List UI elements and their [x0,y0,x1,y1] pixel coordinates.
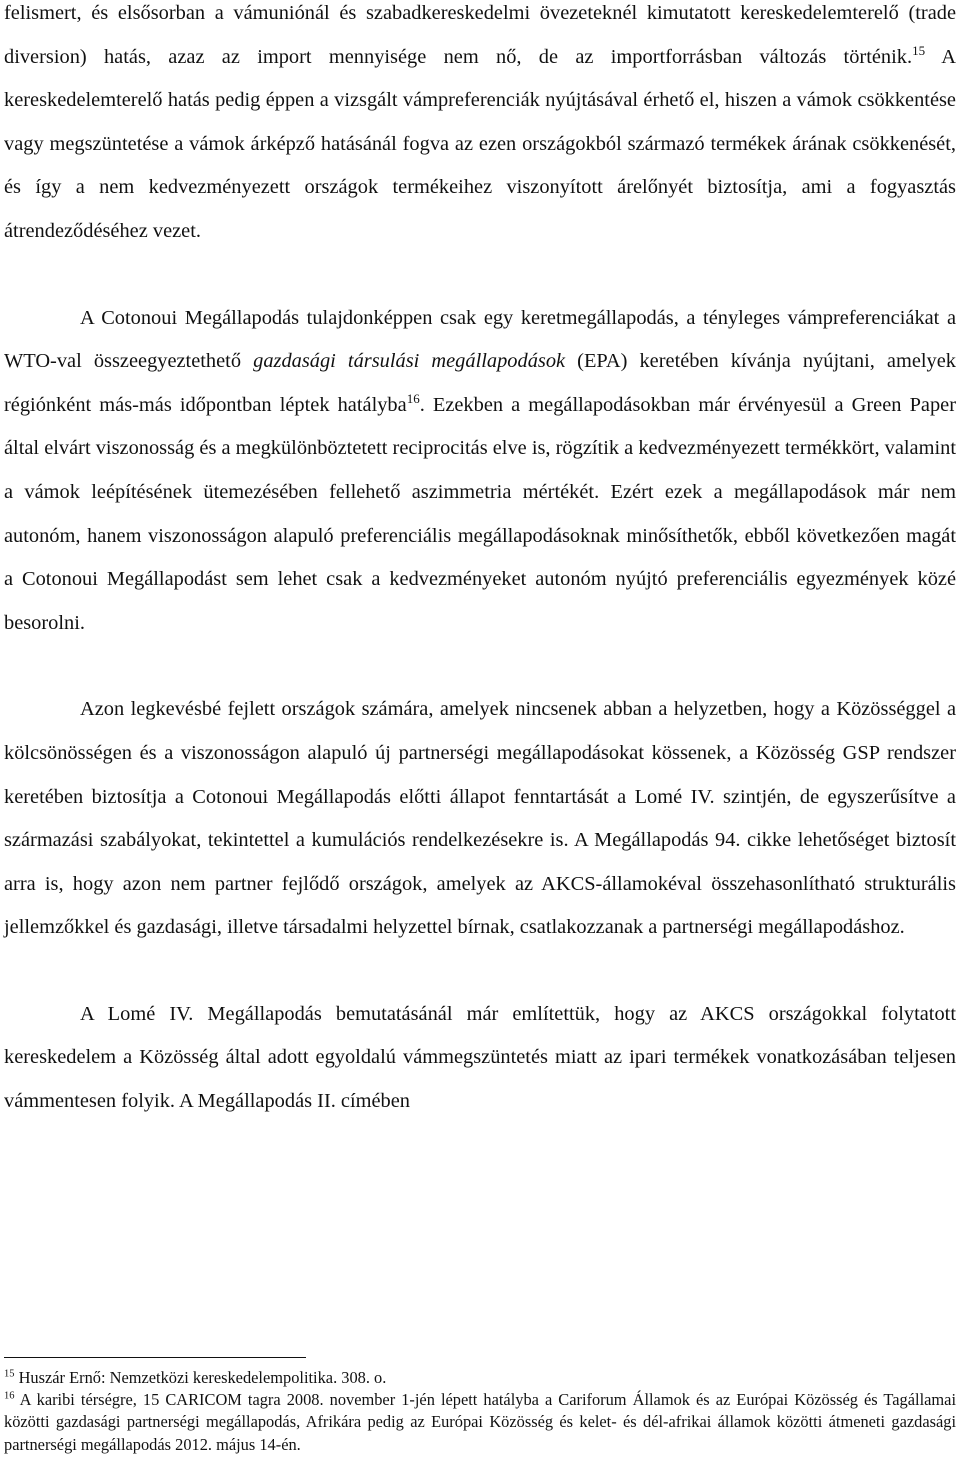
paragraph-2-text-c: . Ezekben a megállapodásokban már érvényesül a Green Paper által elvárt viszonosság és a megkülönböztetett reciprocitás elve is, rögzítik a kedvezményezett termékkört, valamint a vámok leépítésének ütemezésében fellehető aszimmetria mértékét. Ezért ezek a megállapodások már nem autonóm, hanem viszonosságon alapuló preferenciális megállapodásoknak minősíthetők, ebből következően magát a Cotonoui Megállapodást sem lehet csak a kedvezményeket autonóm nyújtó preferenciális egyezmények közé besorolni. [4,393,956,634]
paragraph-3: Azon legkevésbé fejlett országok számára, amelyek nincsenek abban a helyzetben, hogy a Közösséggel a kölcsönösségen és a viszonosságon alapuló új partnerségi megállapodásokat kössenek, a Közösség GSP rendszer keretében biztosítja a Cotonoui Megállapodás előtti állapot fenntartását a Lomé IV. szintjén, de egyszerűsítve a származási szabályokat, tekintettel a kumulációs rendelkezésekre is. A Megállapodás 94. cikke lehetőséget biztosít arra is, hogy azon nem partner fejlődő országok, amelyek az AKCS-államokéval összehasonlítható strukturális jellemzőkkel és gazdasági, illetve társadalmi helyzettel bírnak, csatlakozzanak a partnerségi megállapodáshoz. [4,698,956,939]
paragraph-1-text-b: A kereskedelemterelő hatás pedig éppen a vizsgált vámpreferenciák nyújtásával érhető el, hiszen a vámok csökkentése vagy megszüntetése a vámok árképző hatásánál fogva az ezen országokból származó termékek árának csökkenését, és így a nem kedvezményezett országok termékeihez viszonyított árelőnyét biztosítja, ami a fogyasztás átrendeződéséhez vezet. [4,45,957,242]
paragraph-2-italic-term: gazdasági társulási megállapodások [253,350,566,373]
footnote-text: A karibi térségre, 15 CARICOM tagra 2008. november 1-jén lépett hatályba a Cariforum Államok és az Európai Közösség és Tagállamai közötti gazdasági partnerségi megállapodás, Afrikára pedig az Európai Közösség és kelet- és dél-afrikai államok közötti átmeneti gazdasági partnerségi megállapodás 2012. május 14-én. [4,1390,956,1454]
paragraph-4: A Lomé IV. Megállapodás bemutatásánál már említettük, hogy az AKCS országokkal folytatott kereskedelem a Közösség által adott egyoldalú vámmegszüntetés miatt az ipari termékek vonatkozásában teljesen vámmentesen folyik. A Megállapodás II. címében [4,1002,956,1113]
paragraph-2-text-a: A Cotonoui Megállapodás tulajdonképpen csak egy keretmegállapodás, a tényleges vámpreferenciákat a WTO-val összeegyeztethető [4,306,956,373]
document-page [4,0,956,1124]
footnote-text: Huszár Ernő: Nemzetközi kereskedelempolitika. 308. o. [14,1368,387,1387]
footnote-15 [4,1367,956,1389]
footnote-number: 16 [4,1390,15,1402]
footnote-number: 15 [4,1368,15,1380]
paragraph-2-text-b: (EPA) keretében kívánja nyújtani, amelyek régiónként más-más időpontban léptek hatályba [4,350,956,416]
footnote-ref-15: 15 [912,42,926,58]
paragraph-2 [4,297,956,646]
footnote-separator [4,1357,306,1358]
paragraph-1-text-a: felismert, és elsősorban a vámuniónál és szabadkereskedelmi övezeteknél kimutatott kereskedelemterelő (trade diversion) hatás, azaz az import mennyisége nem nő, de az importforrásban változás történik. [4,2,956,68]
paragraph-1 [4,0,956,254]
footnotes [4,1367,956,1456]
footnote-16 [4,1389,956,1456]
footnote-ref-16: 16 [406,390,420,406]
